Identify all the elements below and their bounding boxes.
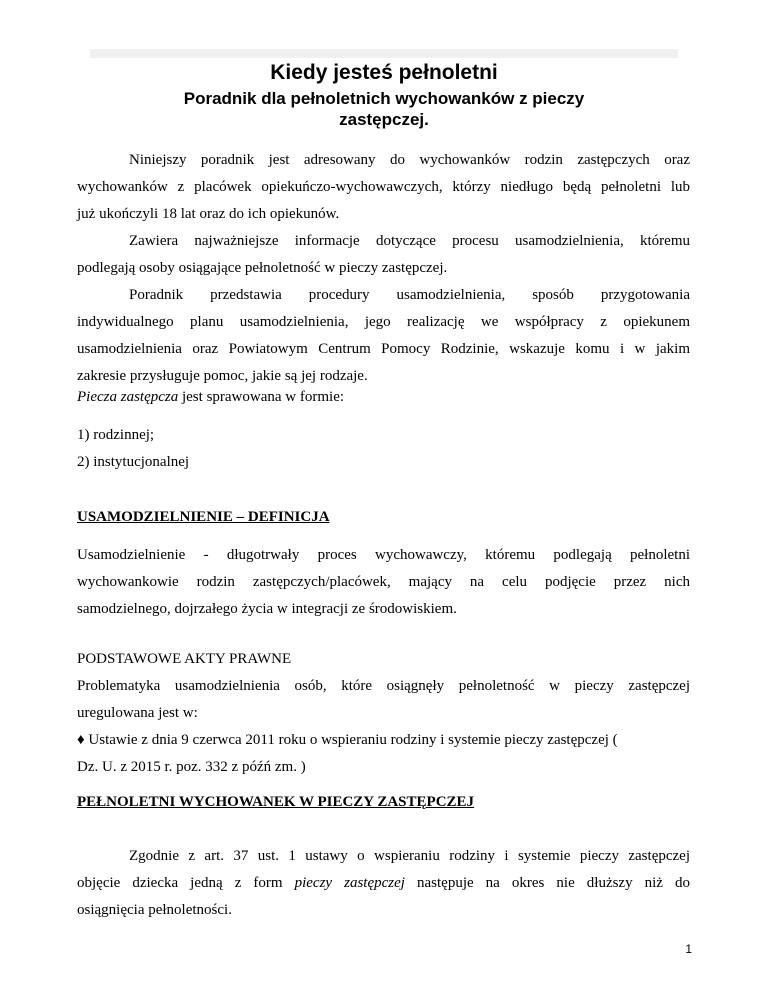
definition-line-2: wychowankowie rodzin zastępczych/placówek, mający na celu podjęcie przez nich — [77, 574, 690, 590]
forms-list — [77, 422, 690, 476]
intro-p2-line-2: podlegają osoby osiągające pełnoletność w pieczy zastępczej. — [77, 260, 448, 276]
adult-line-2: objęcie dziecka jedną z form pieczy zastępczej następuje na okres nie dłuższy niż do — [77, 875, 690, 891]
intro-p3-line-2: indywidualnego planu usamodzielnienia, jego realizację we współpracy z opiekunem — [77, 314, 690, 330]
definition-line-1: Usamodzielnienie - długotrwały proces wychowawczy, któremu podlegają pełnoletni — [77, 547, 690, 563]
intro-p3-line-3: usamodzielnienia oraz Powiatowym Centrum Pomocy Rodzinie, wskazuje komu i w jakim — [77, 341, 690, 357]
page-subtitle: Poradnik dla pełnoletnich wychowanków z pieczy zastępczej. — [183, 89, 585, 129]
intro-p3-line-4: zakresie przysługuje pomoc, jakie są jej rodzaje. — [77, 368, 368, 384]
intro-p2-line-1: Zawiera najważniejsze informacje dotyczące procesu usamodzielnienia, któremu — [129, 233, 690, 249]
legal-line-3: ♦ Ustawie z dnia 9 czerwca 2011 roku o wspieraniu rodziny i systemie pieczy zastępczej ( — [77, 732, 618, 748]
legal-line-1: Problematyka usamodzielnienia osób, które osiągnęły pełnoletność w pieczy zastępczej — [77, 678, 690, 694]
definition-paragraph — [77, 542, 690, 623]
legal-heading: PODSTAWOWE AKTY PRAWNE — [77, 651, 292, 667]
top-rule — [90, 49, 678, 58]
legal-line-2: uregulowana jest w: — [77, 705, 198, 721]
definition-heading: USAMODZIELNIENIE – DEFINICJA — [77, 509, 330, 525]
list-item: 1) rodzinnej; — [77, 427, 155, 443]
page-title: Kiedy jesteś pełnoletni — [270, 61, 498, 84]
intro-p3-line-1: Poradnik przedstawia procedury usamodzielnienia, sposób przygotowania — [129, 287, 690, 303]
forms-rest: jest sprawowana w formie: — [178, 389, 345, 405]
intro-p1-line-2: wychowanków z placówek opiekuńczo-wychowawczych, którzy niedługo będą pełnoletni lub — [77, 179, 690, 195]
intro-p1-line-1: Niniejszy poradnik jest adresowany do wychowanków rodzin zastępczych oraz — [129, 152, 690, 168]
definition-line-3: samodzielnego, dojrzałego życia w integracji ze środowiskiem. — [77, 601, 457, 617]
legal-section — [77, 646, 690, 781]
intro-paragraph-2 — [77, 228, 690, 282]
adult-line-3: osiągnięcia pełnoletności. — [77, 902, 232, 918]
forms-intro — [77, 384, 690, 411]
list-item: 2) instytucjonalnej — [77, 454, 190, 470]
forms-term: Piecza zastępcza — [77, 389, 179, 405]
intro-paragraph-1 — [77, 147, 690, 228]
intro-p1-line-3: już ukończyli 18 lat oraz do ich opiekunów. — [77, 206, 340, 222]
adult-line-1: Zgodnie z art. 37 ust. 1 ustawy o wspieraniu rodziny i systemie pieczy zastępczej — [129, 848, 690, 864]
intro-paragraph-3 — [77, 282, 690, 390]
adult-paragraph — [77, 843, 690, 924]
adult-heading: PEŁNOLETNI WYCHOWANEK W PIECZY ZASTĘPCZEJ — [77, 794, 475, 810]
adult-term: pieczy zastępczej — [294, 875, 405, 891]
legal-line-4: Dz. U. z 2015 r. poz. 332 z późń zm. ) — [77, 759, 306, 775]
page-number: 1 — [685, 942, 692, 956]
